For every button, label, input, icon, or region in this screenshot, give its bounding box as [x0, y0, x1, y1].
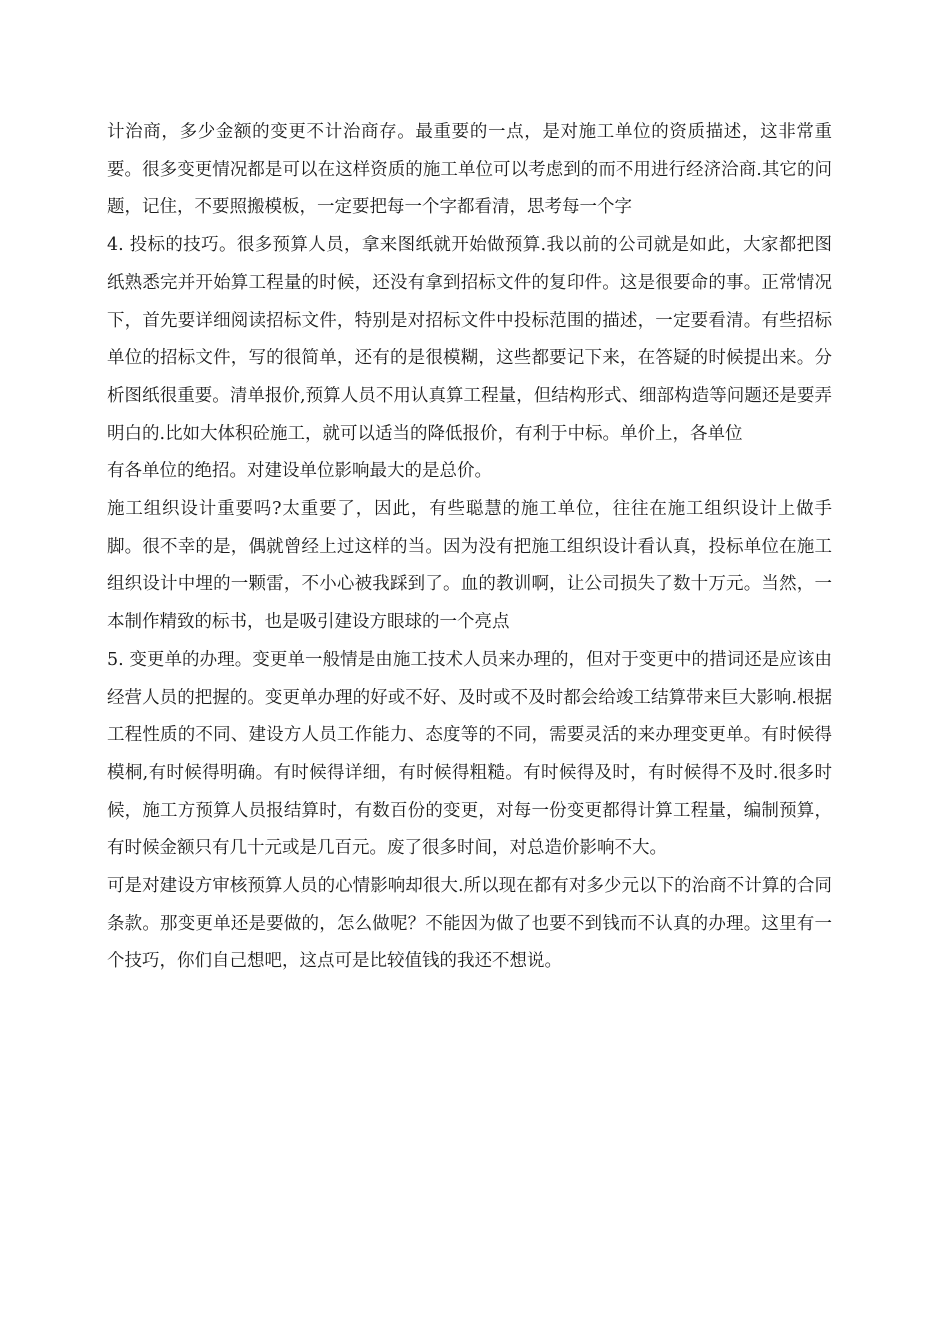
- paragraph-change-negotiation: 计治商，多少金额的变更不计治商存。最重要的一点，是对施工单位的资质描述，这非常重要。很多变更情况都是可以在这样资质的施工单位可以考虑到的而不用进行经济洽商.其它的问题，记住，不要照搬模板，一定要把每一个字都看清，思考每一个字: [107, 122, 832, 218]
- paragraph-unit-tricks: 有各单位的绝招。对建设单位影响最大的是总价。: [107, 461, 492, 482]
- document-body: [107, 114, 832, 981]
- paragraph-bidding-tips: 4. 投标的技巧。很多预算人员，拿来图纸就开始做预算.我以前的公司就是如此，大家都把图纸熟悉完并开始算工程量的时候，还没有拿到招标文件的复印件。这是很要命的事。正常情况下，首先要详细阅读招标文件，特别是对招标文件中投标范围的描述，一定要看清。有些招标单位的招标文件，写的很简单，还有的是很模糊，这些都要记下来，在答疑的时候提出来。分析图纸很重要。清单报价,预算人员不用认真算工程量，但结构形式、细部构造等问题还是要弄明白的.比如大体积砼施工，就可以适当的降低报价，有利于中标。单价上，各单位: [107, 235, 832, 444]
- paragraph-change-order: 5. 变更单的办理。变更单一般情是由施工技术人员来办理的，但对于变更中的措词还是应该由经营人员的把握的。变更单办理的好或不好、及时或不及时都会给竣工结算带来巨大影响.根据工程性质的不同、建设方人员工作能力、态度等的不同，需要灵活的来办理变更单。有时候得模桐,有时候得明确。有时候得详细，有时候得粗糙。有时候得及时，有时候得不及时.很多时候，施工方预算人员报结算时，有数百份的变更，对每一份变更都得计算工程量，编制预算，有时候金额只有几十元或是几百元。废了很多时间，对总造价影响不大。: [107, 649, 832, 859]
- paragraph-construction-design: 施工组织设计重要吗?太重要了，因此，有些聪慧的施工单位，往往在施工组织设计上做手脚。很不幸的是，偶就曾经上过这样的当。因为没有把施工组织设计看认真，投标单位在施工组织设计中埋的一颗雷，不小心被我踩到了。血的教训啊，让公司损失了数十万元。当然，一本制作精致的标书，也是吸引建设方眼球的一个亮点: [107, 499, 832, 633]
- paragraph-review-impact: 可是对建设方审核预算人员的心情影响却很大.所以现在都有对多少元以下的治商不计算的合同条款。那变更单还是要做的，怎么做呢？不能因为做了也要不到钱而不认真的办理。这里有一个技巧，你们自己想吧，这点可是比较值钱的我还不想说。: [107, 876, 832, 972]
